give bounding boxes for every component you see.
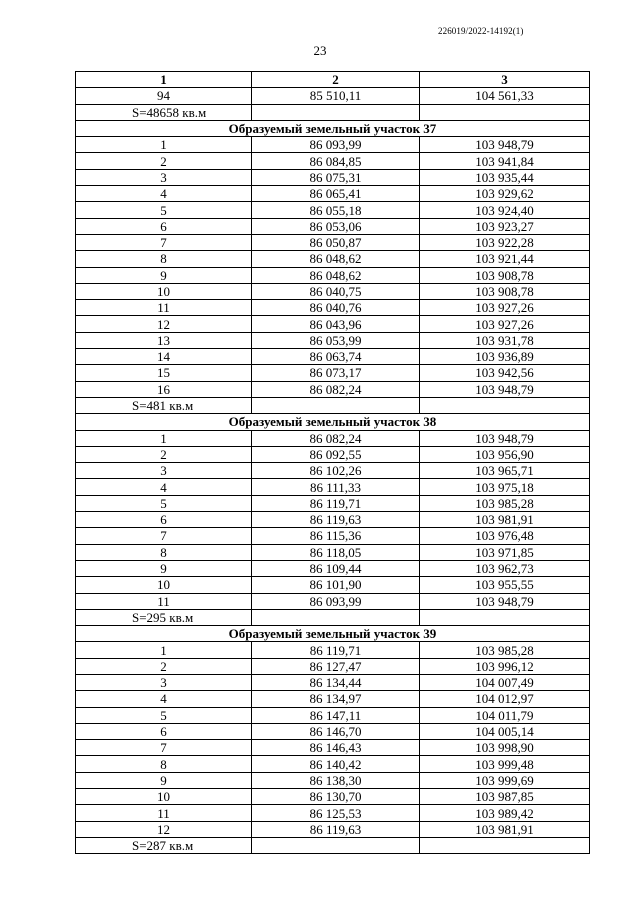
y-coordinate-cell: 103 948,79 — [420, 381, 590, 397]
page-number: 23 — [313, 43, 327, 58]
point-number-cell: 5 — [76, 495, 252, 511]
y-coordinate-cell: 103 924,40 — [420, 202, 590, 218]
point-number-cell: 6 — [76, 512, 252, 528]
table-row — [76, 381, 590, 397]
header-cell: 2 — [252, 72, 420, 88]
x-coordinate-cell: 86 048,62 — [252, 251, 420, 267]
x-coordinate-cell: 86 075,31 — [252, 169, 420, 185]
x-coordinate-cell: 86 063,74 — [252, 349, 420, 365]
table-row — [76, 153, 590, 169]
x-coordinate-cell: 86 130,70 — [252, 789, 420, 805]
empty-cell — [420, 104, 590, 120]
table-body — [76, 72, 590, 854]
y-coordinate-cell: 103 998,90 — [420, 740, 590, 756]
table-row — [76, 446, 590, 462]
y-coordinate-cell: 103 948,79 — [420, 593, 590, 609]
table-row — [76, 789, 590, 805]
point-number-cell: 11 — [76, 300, 252, 316]
y-coordinate-cell: 103 908,78 — [420, 283, 590, 299]
y-coordinate-cell: 103 927,26 — [420, 300, 590, 316]
empty-cell — [420, 397, 590, 413]
table-row — [76, 740, 590, 756]
table-row — [76, 658, 590, 674]
y-coordinate-cell: 103 989,42 — [420, 805, 590, 821]
y-coordinate-cell: 103 956,90 — [420, 446, 590, 462]
table-row — [76, 495, 590, 511]
x-coordinate-cell: 86 109,44 — [252, 560, 420, 576]
table-row — [76, 267, 590, 283]
section-heading: Образуемый земельный участок 38 — [76, 414, 590, 430]
table-row — [76, 251, 590, 267]
section-heading-row — [76, 626, 590, 642]
y-coordinate-cell: 104 011,79 — [420, 707, 590, 723]
y-coordinate-cell: 104 012,97 — [420, 691, 590, 707]
area-value-cell: S=481 кв.м — [76, 397, 252, 413]
point-number-cell: 94 — [76, 88, 252, 104]
x-coordinate-cell: 86 053,99 — [252, 332, 420, 348]
y-coordinate-cell: 104 007,49 — [420, 674, 590, 690]
table-row — [76, 577, 590, 593]
y-coordinate-cell: 103 948,79 — [420, 430, 590, 446]
y-coordinate-cell: 103 929,62 — [420, 186, 590, 202]
area-value-cell: S=48658 кв.м — [76, 104, 252, 120]
x-coordinate-cell: 86 093,99 — [252, 593, 420, 609]
y-coordinate-cell: 104 005,14 — [420, 723, 590, 739]
x-coordinate-cell: 86 048,62 — [252, 267, 420, 283]
empty-cell — [252, 609, 420, 625]
point-number-cell: 9 — [76, 772, 252, 788]
table-row — [76, 349, 590, 365]
coordinates-table — [75, 71, 590, 854]
point-number-cell: 2 — [76, 658, 252, 674]
y-coordinate-cell: 103 955,55 — [420, 577, 590, 593]
x-coordinate-cell: 86 084,85 — [252, 153, 420, 169]
table-row — [76, 234, 590, 250]
table-row — [76, 88, 590, 104]
y-coordinate-cell: 103 921,44 — [420, 251, 590, 267]
area-row — [76, 837, 590, 853]
y-coordinate-cell: 103 948,79 — [420, 137, 590, 153]
point-number-cell: 1 — [76, 137, 252, 153]
y-coordinate-cell: 103 981,91 — [420, 821, 590, 837]
x-coordinate-cell: 86 082,24 — [252, 430, 420, 446]
x-coordinate-cell: 86 147,11 — [252, 707, 420, 723]
point-number-cell: 10 — [76, 577, 252, 593]
y-coordinate-cell: 103 971,85 — [420, 544, 590, 560]
point-number-cell: 11 — [76, 805, 252, 821]
y-coordinate-cell: 103 996,12 — [420, 658, 590, 674]
x-coordinate-cell: 86 115,36 — [252, 528, 420, 544]
point-number-cell: 5 — [76, 202, 252, 218]
table-row — [76, 202, 590, 218]
table-row — [76, 479, 590, 495]
area-row — [76, 397, 590, 413]
y-coordinate-cell: 103 976,48 — [420, 528, 590, 544]
table-row — [76, 463, 590, 479]
x-coordinate-cell: 86 102,26 — [252, 463, 420, 479]
y-coordinate-cell: 103 922,28 — [420, 234, 590, 250]
y-coordinate-cell: 103 985,28 — [420, 495, 590, 511]
point-number-cell: 3 — [76, 674, 252, 690]
point-number-cell: 5 — [76, 707, 252, 723]
table-row — [76, 593, 590, 609]
table-row — [76, 186, 590, 202]
y-coordinate-cell: 103 985,28 — [420, 642, 590, 658]
area-row — [76, 104, 590, 120]
x-coordinate-cell: 86 119,71 — [252, 642, 420, 658]
point-number-cell: 4 — [76, 691, 252, 707]
point-number-cell: 7 — [76, 528, 252, 544]
point-number-cell: 9 — [76, 560, 252, 576]
point-number-cell: 2 — [76, 446, 252, 462]
x-coordinate-cell: 86 140,42 — [252, 756, 420, 772]
y-coordinate-cell: 103 908,78 — [420, 267, 590, 283]
y-coordinate-cell: 103 936,89 — [420, 349, 590, 365]
empty-cell — [252, 397, 420, 413]
x-coordinate-cell: 86 119,63 — [252, 821, 420, 837]
section-heading-row — [76, 120, 590, 136]
x-coordinate-cell: 86 138,30 — [252, 772, 420, 788]
point-number-cell: 13 — [76, 332, 252, 348]
point-number-cell: 7 — [76, 740, 252, 756]
point-number-cell: 2 — [76, 153, 252, 169]
point-number-cell: 8 — [76, 544, 252, 560]
table-row — [76, 283, 590, 299]
point-number-cell: 7 — [76, 234, 252, 250]
point-number-cell: 3 — [76, 169, 252, 185]
x-coordinate-cell: 86 119,63 — [252, 512, 420, 528]
area-value-cell: S=287 кв.м — [76, 837, 252, 853]
y-coordinate-cell: 103 935,44 — [420, 169, 590, 185]
y-coordinate-cell: 103 931,78 — [420, 332, 590, 348]
x-coordinate-cell: 86 146,70 — [252, 723, 420, 739]
table-row — [76, 756, 590, 772]
table-row — [76, 512, 590, 528]
table-row — [76, 642, 590, 658]
table-row — [76, 674, 590, 690]
x-coordinate-cell: 86 127,47 — [252, 658, 420, 674]
point-number-cell: 6 — [76, 723, 252, 739]
y-coordinate-cell: 103 962,73 — [420, 560, 590, 576]
table-header-row — [76, 72, 590, 88]
x-coordinate-cell: 86 134,44 — [252, 674, 420, 690]
point-number-cell: 3 — [76, 463, 252, 479]
x-coordinate-cell: 86 119,71 — [252, 495, 420, 511]
point-number-cell: 16 — [76, 381, 252, 397]
y-coordinate-cell: 103 999,69 — [420, 772, 590, 788]
empty-cell — [420, 837, 590, 853]
point-number-cell: 8 — [76, 756, 252, 772]
table-row — [76, 218, 590, 234]
x-coordinate-cell: 86 134,97 — [252, 691, 420, 707]
y-coordinate-cell: 104 561,33 — [420, 88, 590, 104]
point-number-cell: 11 — [76, 593, 252, 609]
x-coordinate-cell: 86 073,17 — [252, 365, 420, 381]
table-row — [76, 691, 590, 707]
y-coordinate-cell: 103 941,84 — [420, 153, 590, 169]
y-coordinate-cell: 103 965,71 — [420, 463, 590, 479]
y-coordinate-cell: 103 975,18 — [420, 479, 590, 495]
table-row — [76, 332, 590, 348]
x-coordinate-cell: 86 146,43 — [252, 740, 420, 756]
x-coordinate-cell: 86 125,53 — [252, 805, 420, 821]
table-row — [76, 707, 590, 723]
point-number-cell: 10 — [76, 283, 252, 299]
x-coordinate-cell: 86 101,90 — [252, 577, 420, 593]
document-id: 226019/2022-14192(1) — [438, 26, 524, 36]
point-number-cell: 1 — [76, 642, 252, 658]
x-coordinate-cell: 86 092,55 — [252, 446, 420, 462]
header-cell: 3 — [420, 72, 590, 88]
table-row — [76, 430, 590, 446]
point-number-cell: 9 — [76, 267, 252, 283]
table-row — [76, 137, 590, 153]
point-number-cell: 14 — [76, 349, 252, 365]
x-coordinate-cell: 86 055,18 — [252, 202, 420, 218]
y-coordinate-cell: 103 942,56 — [420, 365, 590, 381]
table-row — [76, 723, 590, 739]
point-number-cell: 4 — [76, 186, 252, 202]
area-value-cell: S=295 кв.м — [76, 609, 252, 625]
empty-cell — [252, 837, 420, 853]
y-coordinate-cell: 103 981,91 — [420, 512, 590, 528]
x-coordinate-cell: 85 510,11 — [252, 88, 420, 104]
table-row — [76, 300, 590, 316]
point-number-cell: 15 — [76, 365, 252, 381]
x-coordinate-cell: 86 043,96 — [252, 316, 420, 332]
x-coordinate-cell: 86 053,06 — [252, 218, 420, 234]
y-coordinate-cell: 103 987,85 — [420, 789, 590, 805]
table-row — [76, 560, 590, 576]
header-cell: 1 — [76, 72, 252, 88]
y-coordinate-cell: 103 927,26 — [420, 316, 590, 332]
x-coordinate-cell: 86 065,41 — [252, 186, 420, 202]
x-coordinate-cell: 86 050,87 — [252, 234, 420, 250]
point-number-cell: 12 — [76, 316, 252, 332]
table-row — [76, 528, 590, 544]
table-row — [76, 169, 590, 185]
empty-cell — [252, 104, 420, 120]
x-coordinate-cell: 86 093,99 — [252, 137, 420, 153]
table-row — [76, 805, 590, 821]
y-coordinate-cell: 103 923,27 — [420, 218, 590, 234]
point-number-cell: 12 — [76, 821, 252, 837]
table-row — [76, 544, 590, 560]
x-coordinate-cell: 86 040,76 — [252, 300, 420, 316]
x-coordinate-cell: 86 040,75 — [252, 283, 420, 299]
point-number-cell: 1 — [76, 430, 252, 446]
section-heading: Образуемый земельный участок 39 — [76, 626, 590, 642]
area-row — [76, 609, 590, 625]
table-row — [76, 772, 590, 788]
point-number-cell: 6 — [76, 218, 252, 234]
section-heading-row — [76, 414, 590, 430]
y-coordinate-cell: 103 999,48 — [420, 756, 590, 772]
x-coordinate-cell: 86 111,33 — [252, 479, 420, 495]
table-row — [76, 316, 590, 332]
point-number-cell: 4 — [76, 479, 252, 495]
table-row — [76, 365, 590, 381]
point-number-cell: 8 — [76, 251, 252, 267]
point-number-cell: 10 — [76, 789, 252, 805]
x-coordinate-cell: 86 082,24 — [252, 381, 420, 397]
x-coordinate-cell: 86 118,05 — [252, 544, 420, 560]
empty-cell — [420, 609, 590, 625]
table-row — [76, 821, 590, 837]
section-heading: Образуемый земельный участок 37 — [76, 120, 590, 136]
